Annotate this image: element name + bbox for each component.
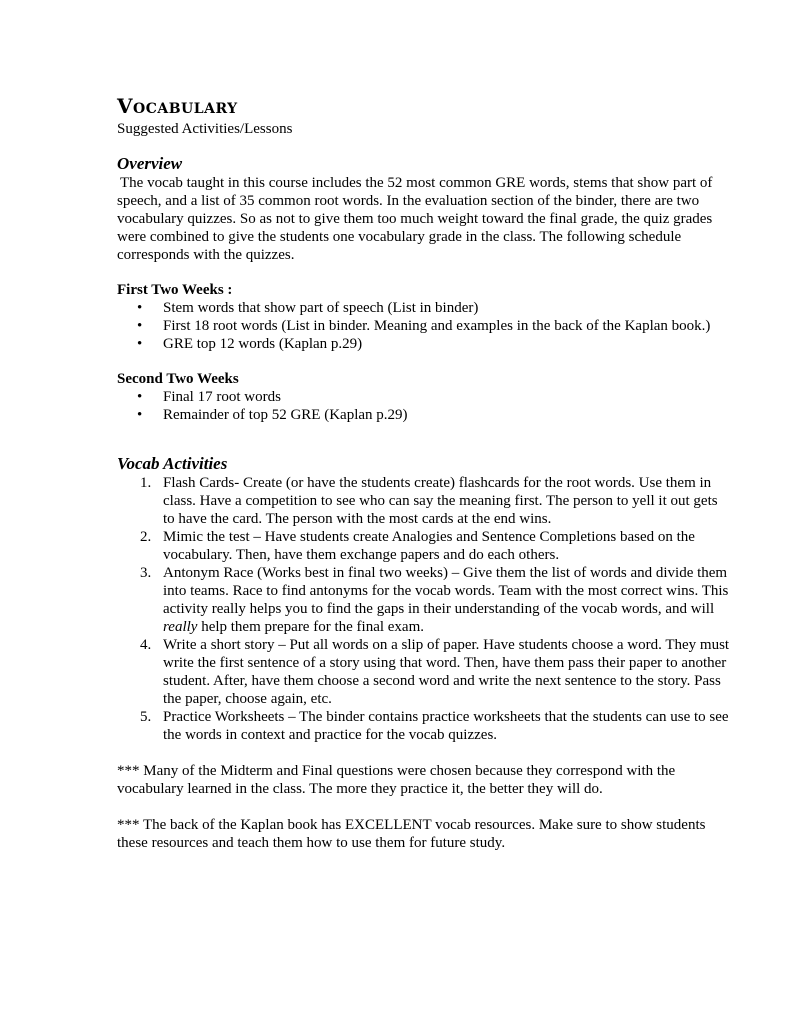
activity-item bbox=[140, 564, 731, 636]
activity-item bbox=[140, 636, 731, 708]
activity-item bbox=[140, 708, 731, 744]
activity-text: Antonym Race (Works best in final two weeks) – Give them the list of words and divide them into teams. Race to find antonyms for the vocab words. Team with the most correct wins. This activity really helps you to find the gaps in their understanding of the vocab words, and will bbox=[163, 565, 729, 617]
note-paragraph: *** Many of the Midterm and Final questions were chosen because they correspond with the vocabulary learned in the class. The more they practice it, the better they will do. bbox=[117, 763, 676, 797]
activity-item bbox=[140, 528, 731, 564]
activity-number: 2. bbox=[140, 529, 152, 545]
second-two-weeks-heading: Second Two Weeks bbox=[117, 371, 239, 387]
activity-text: Write a short story – Put all words on a slip of paper. Have students choose a word. They must write the first sentence of a story using that word. Then, have them pass their paper to another student. After, have them choose a second word and write the next sentence to the story. Pass the paper, choose again, etc. bbox=[163, 637, 730, 707]
activity-item bbox=[140, 474, 731, 528]
activity-emphasis: really bbox=[163, 619, 198, 635]
page-subtitle: Suggested Activities/Lessons bbox=[117, 121, 293, 137]
list-item: • Final 17 root words bbox=[137, 388, 731, 406]
activity-text: help them prepare for the final exam. bbox=[197, 619, 425, 635]
activity-text: Flash Cards- Create (or have the students create) flashcards for the root words. Use them in class. Have a competition to see who can say the meaning first. The person to yell it out gets to have the card. The person with the most cards at the end wins. bbox=[163, 475, 718, 527]
list-item: • Stem words that show part of speech (List in binder) bbox=[137, 299, 731, 317]
page-title: Vocabulary bbox=[117, 94, 238, 118]
second-two-weeks-list bbox=[117, 388, 731, 424]
activity-number: 1. bbox=[140, 475, 152, 491]
vocab-activities-heading: Vocab Activities bbox=[117, 454, 228, 473]
overview-paragraph: The vocab taught in this course includes the 52 most common GRE words, stems that show part of speech, and a list of 35 common root words. In the evaluation section of the binder, there are two vocabulary quizzes. So as not to give them too much weight toward the final grade, the quiz grades were combined to give the students one vocabulary grade in the class. The following schedule corresponds with the quizzes. bbox=[117, 175, 713, 263]
activity-number: 4. bbox=[140, 637, 152, 653]
activity-text: Mimic the test – Have students create Analogies and Sentence Completions based on the vocabulary. Then, have them exchange papers and do each others. bbox=[163, 529, 695, 563]
overview-heading: Overview bbox=[117, 154, 183, 173]
list-item: • Remainder of top 52 GRE (Kaplan p.29) bbox=[137, 406, 731, 424]
activity-number: 3. bbox=[140, 565, 152, 581]
activity-number: 5. bbox=[140, 709, 152, 725]
first-two-weeks-list bbox=[117, 299, 731, 353]
note-paragraph: *** The back of the Kaplan book has EXCELLENT vocab resources. Make sure to show students these resources and teach them how to use them for future study. bbox=[117, 817, 706, 851]
list-item: • First 18 root words (List in binder. Meaning and examples in the back of the Kaplan book.) bbox=[137, 317, 731, 335]
list-item: • GRE top 12 words (Kaplan p.29) bbox=[137, 335, 731, 353]
first-two-weeks-heading: First Two Weeks : bbox=[117, 282, 233, 298]
activity-text: Practice Worksheets – The binder contains practice worksheets that the students can use to see the words in context and practice for the vocab quizzes. bbox=[163, 709, 729, 743]
vocab-activities-list bbox=[117, 474, 731, 744]
